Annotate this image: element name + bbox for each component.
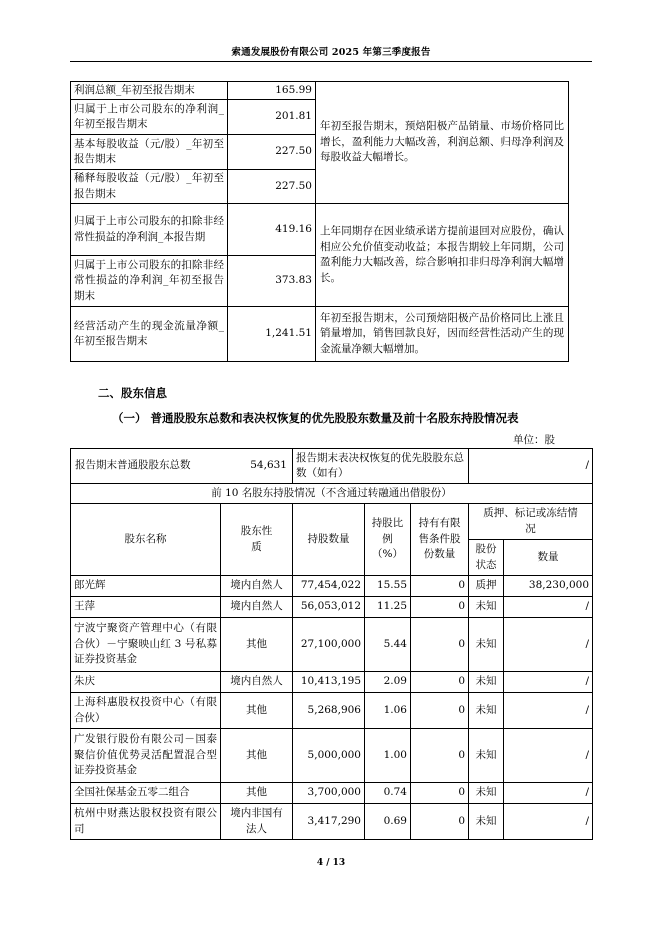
preferred-holders-label: 报告期末表决权恢复的优先股股东总数（如有） <box>293 449 469 484</box>
table-row <box>71 693 593 729</box>
fin-item: 归属于上市公司股东的扣除非经常性损益的净利润_本报告期 <box>71 204 228 256</box>
holder-name: 郎光辉 <box>71 576 221 597</box>
holder-nature: 境内自然人 <box>221 597 293 618</box>
fin-note: 年初至报告期末，公司预焙阳极产品价格同比上涨且销量增加，销售回款良好，因而经营性活动产生的现金流量净额大幅增加。 <box>316 307 569 362</box>
holder-ratio: 1.06 <box>365 693 411 729</box>
holder-status: 未知 <box>469 804 504 840</box>
total-holders-label: 报告期末普通股股东总数 54,631 <box>71 449 293 484</box>
holder-ratio: 1.00 <box>365 729 411 783</box>
col-header-pledge: 质押、标记或冻结情况 <box>469 504 593 540</box>
holder-amount: / <box>504 693 593 729</box>
holder-amount: 38,230,000 <box>504 576 593 597</box>
holder-restricted: 0 <box>411 672 469 693</box>
holder-amount: / <box>504 672 593 693</box>
preferred-holders-value: / <box>469 449 593 484</box>
table-row <box>71 783 593 804</box>
report-header: 索通发展股份有限公司 2025 年第三季度报告 <box>231 47 431 58</box>
table-row <box>71 618 593 672</box>
holder-qty: 77,454,022 <box>293 576 365 597</box>
holder-status: 质押 <box>469 576 504 597</box>
fin-value: 1,241.51 <box>228 307 316 362</box>
holder-qty: 5,000,000 <box>293 729 365 783</box>
table-row <box>71 307 569 362</box>
section-subtitle: （一） 普通股股东总数和表决权恢复的优先股股东数量及前十名股东持股情况表 <box>112 411 519 425</box>
holder-nature: 其他 <box>221 693 293 729</box>
holder-status: 未知 <box>469 693 504 729</box>
caption-row <box>71 484 593 504</box>
holder-nature: 其他 <box>221 729 293 783</box>
fin-value: 419.16 <box>228 204 316 256</box>
holder-restricted: 0 <box>411 693 469 729</box>
col-header-ratio: 持股比例（%） <box>365 504 411 576</box>
top10-caption: 前 10 名股东持股情况（不含通过转融通出借股份） <box>71 484 593 504</box>
holder-restricted: 0 <box>411 729 469 783</box>
holder-ratio: 0.69 <box>365 804 411 840</box>
holder-name: 宁波宁聚资产管理中心（有限合伙）－宁聚映山红 3 号私募证券投资基金 <box>71 618 221 672</box>
holder-qty: 5,268,906 <box>293 693 365 729</box>
holder-ratio: 11.25 <box>365 597 411 618</box>
holder-nature: 境内非国有法人 <box>221 804 293 840</box>
table-row <box>71 82 569 100</box>
holder-status: 未知 <box>469 672 504 693</box>
fin-value: 165.99 <box>228 82 316 100</box>
header-row <box>71 504 593 540</box>
holder-ratio: 0.74 <box>365 783 411 804</box>
holder-ratio: 5.44 <box>365 618 411 672</box>
holder-qty: 10,413,195 <box>293 672 365 693</box>
financial-change-table <box>70 81 569 362</box>
holder-qty: 3,417,290 <box>293 804 365 840</box>
summary-row <box>71 449 593 484</box>
holder-name: 王萍 <box>71 597 221 618</box>
table-row <box>71 204 569 256</box>
holder-qty: 3,700,000 <box>293 783 365 804</box>
holder-status: 未知 <box>469 783 504 804</box>
holder-nature: 其他 <box>221 783 293 804</box>
holder-qty: 27,100,000 <box>293 618 365 672</box>
holder-ratio: 15.55 <box>365 576 411 597</box>
fin-item: 基本每股收益（元/股）_年初至报告期末 <box>71 135 228 170</box>
holder-nature: 境内自然人 <box>221 576 293 597</box>
fin-value: 227.50 <box>228 135 316 170</box>
holder-nature: 其他 <box>221 618 293 672</box>
fin-item: 归属于上市公司股东的净利润_年初至报告期末 <box>71 100 228 135</box>
table-row <box>71 576 593 597</box>
holder-ratio: 2.09 <box>365 672 411 693</box>
holder-restricted: 0 <box>411 597 469 618</box>
holder-name: 全国社保基金五零二组合 <box>71 783 221 804</box>
table-row <box>71 804 593 840</box>
holder-amount: / <box>504 618 593 672</box>
fin-item: 归属于上市公司股东的扣除非经常性损益的净利润_年初至报告期末 <box>71 256 228 307</box>
fin-item: 经营活动产生的现金流量净额_年初至报告期末 <box>71 307 228 362</box>
holder-restricted: 0 <box>411 576 469 597</box>
fin-note: 年初至报告期末，预焙阳极产品销量、市场价格同比增长，盈利能力大幅改善，利润总额、归母净利润及每股收益大幅增长。 <box>316 82 569 204</box>
fin-note: 上年同期存在因业绩承诺方提前退回对应股份，确认相应公允价值变动收益；本报告期较上年同期，公司盈利能力大幅改善，综合影响扣非归母净利润大幅增长。 <box>316 204 569 307</box>
col-header-restricted: 持有有限售条件股份数量 <box>411 504 469 576</box>
col-header-qty: 持股数量 <box>293 504 365 576</box>
unit-label: 单位：股 <box>513 434 555 446</box>
col-header-nature: 股东性质 <box>221 504 293 576</box>
holder-amount: / <box>504 804 593 840</box>
holder-amount: / <box>504 783 593 804</box>
table-row <box>71 729 593 783</box>
col-header-status: 股份状态 <box>469 540 504 576</box>
page-number: 4 / 13 <box>316 858 346 868</box>
holder-amount: / <box>504 729 593 783</box>
shareholder-table <box>70 448 593 840</box>
section-title: 二、股东信息 <box>98 386 167 400</box>
fin-item: 稀释每股收益（元/股）_年初至报告期末 <box>71 170 228 204</box>
holder-restricted: 0 <box>411 783 469 804</box>
holder-name: 朱庆 <box>71 672 221 693</box>
col-header-name: 股东名称 <box>71 504 221 576</box>
fin-value: 373.83 <box>228 256 316 307</box>
holder-name: 杭州中财燕达股权投资有限公司 <box>71 804 221 840</box>
holder-status: 未知 <box>469 618 504 672</box>
total-holders-value: 54,631 <box>250 459 287 472</box>
fin-value: 201.81 <box>228 100 316 135</box>
holder-name: 广发银行股份有限公司－国泰聚信价值优势灵活配置混合型证券投资基金 <box>71 729 221 783</box>
holder-status: 未知 <box>469 597 504 618</box>
holder-name: 上海科惠股权投资中心（有限合伙） <box>71 693 221 729</box>
table-row <box>71 597 593 618</box>
fin-value: 227.50 <box>228 170 316 204</box>
col-header-amount: 数量 <box>504 540 593 576</box>
header-rule <box>70 61 592 62</box>
holder-status: 未知 <box>469 729 504 783</box>
table-row <box>71 672 593 693</box>
fin-item: 利润总额_年初至报告期末 <box>71 82 228 100</box>
holder-restricted: 0 <box>411 618 469 672</box>
holder-amount: / <box>504 597 593 618</box>
holder-restricted: 0 <box>411 804 469 840</box>
holder-nature: 境内自然人 <box>221 672 293 693</box>
holder-qty: 56,053,012 <box>293 597 365 618</box>
